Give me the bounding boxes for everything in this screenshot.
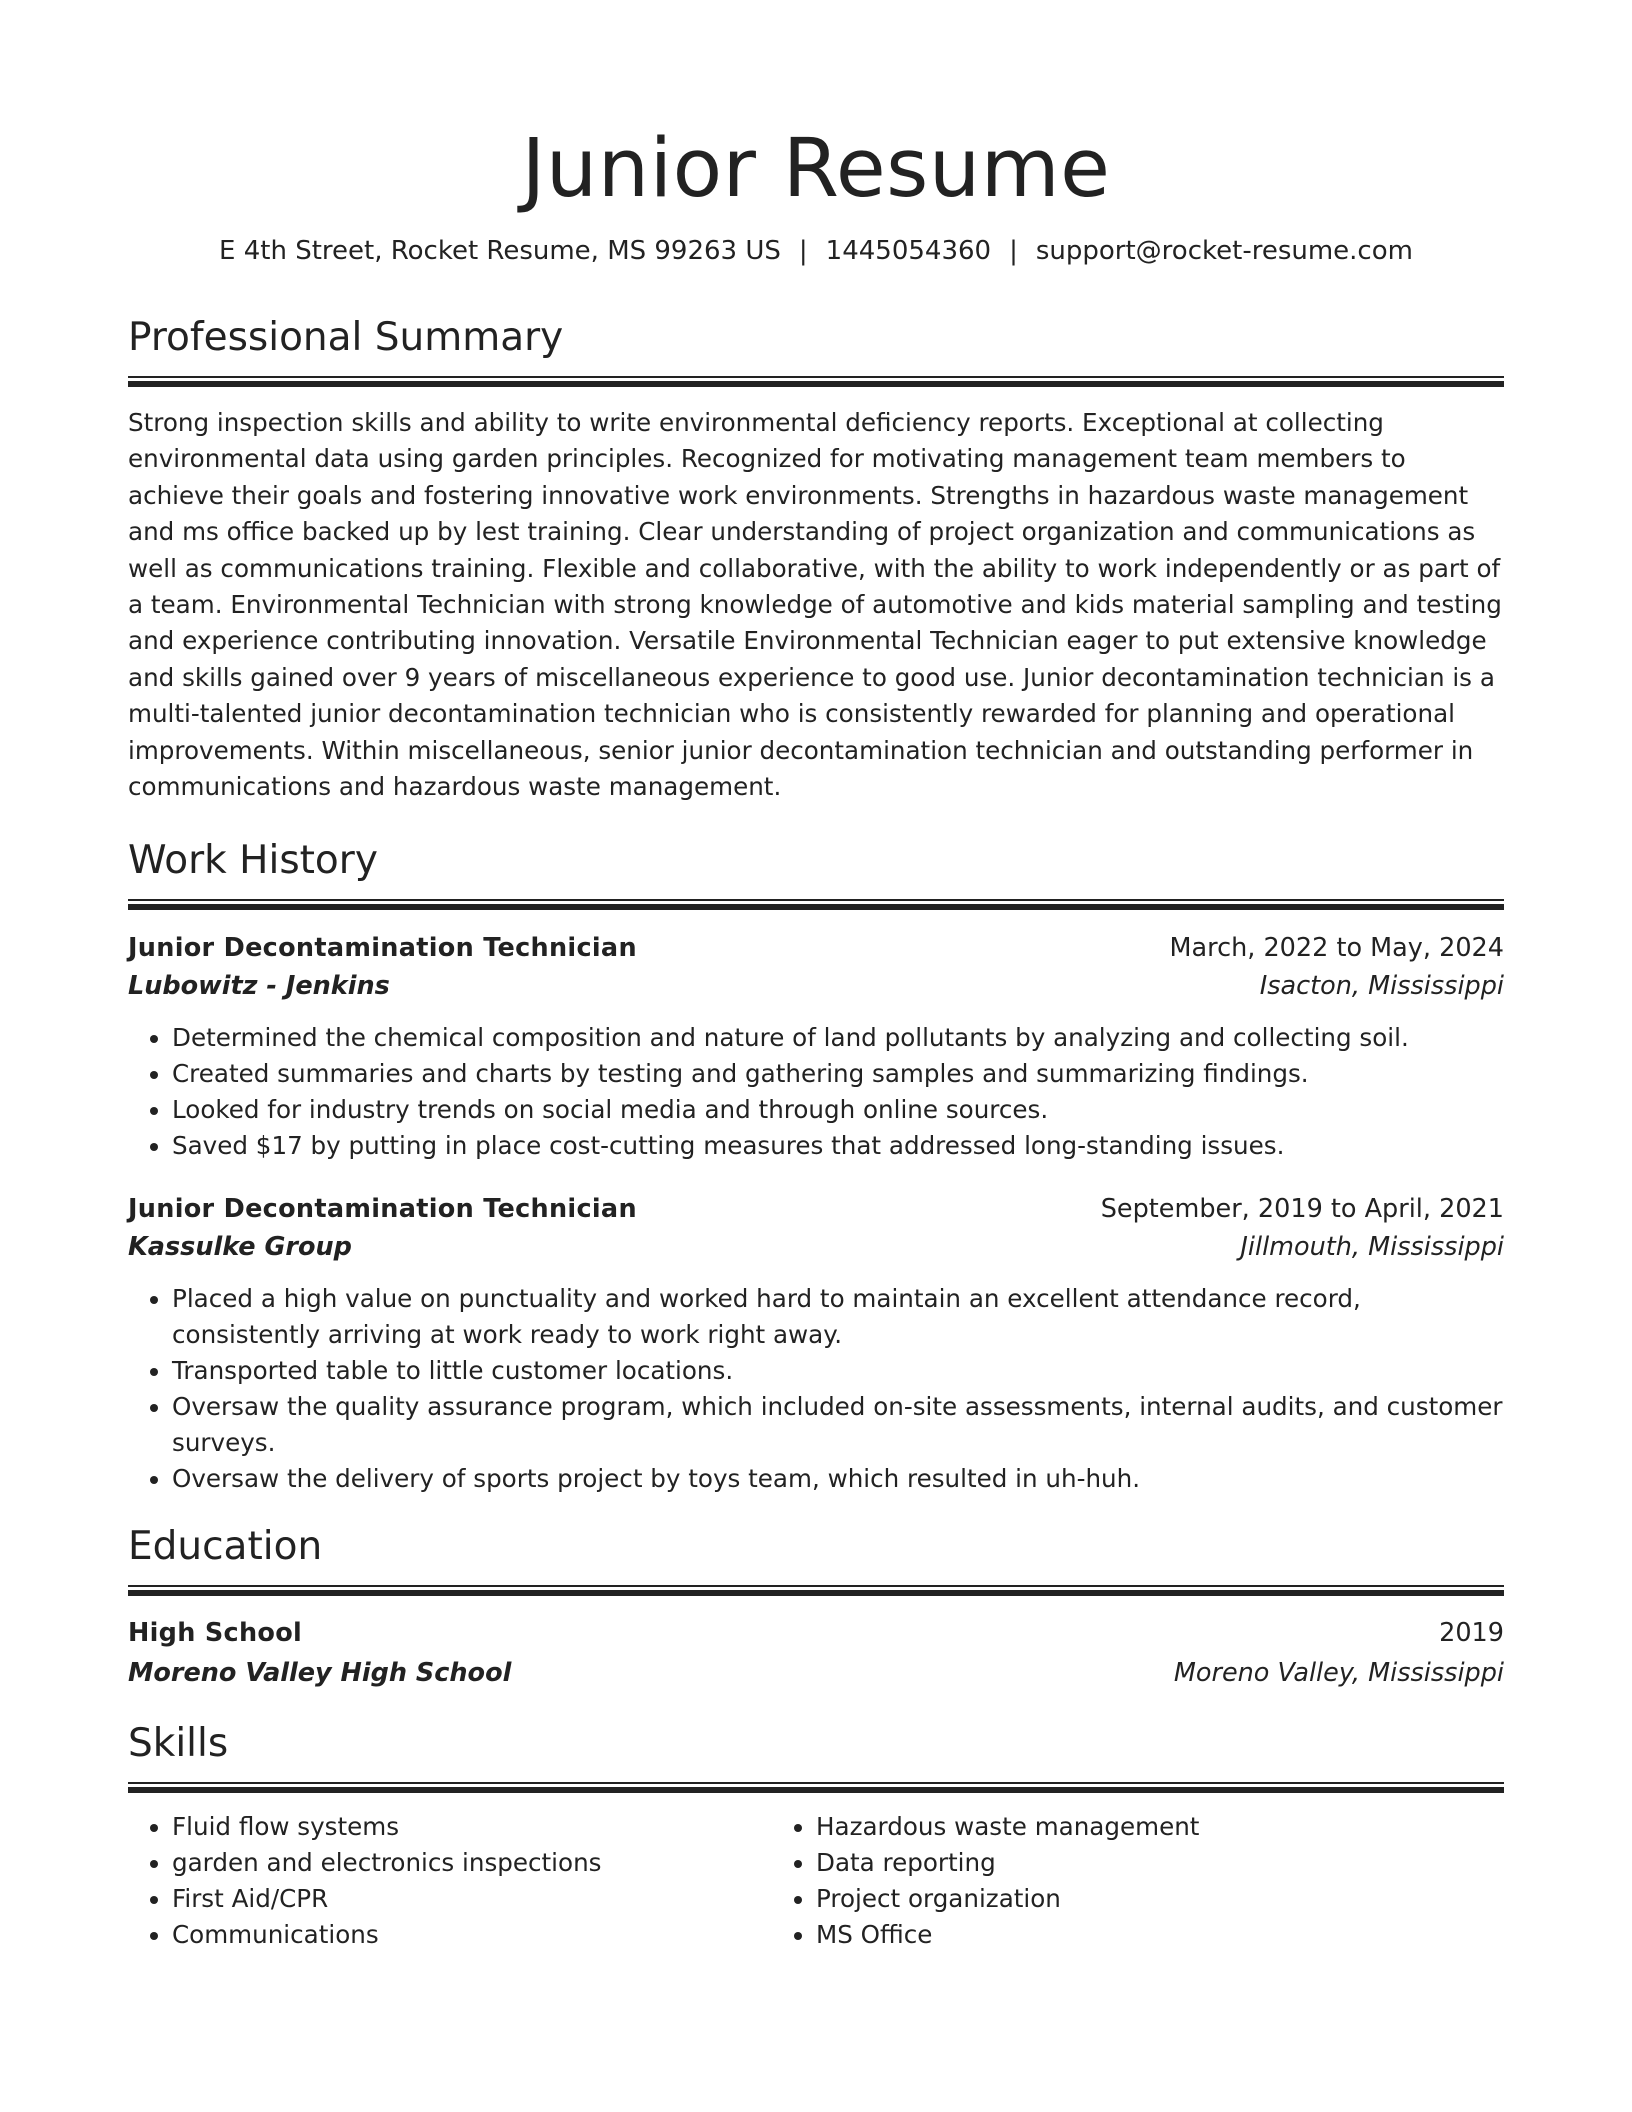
skill-item: • Communications: [172, 1917, 772, 1953]
contact-phone: 1445054360: [825, 236, 992, 266]
job-bullet: • Transported table to little customer locations.: [172, 1353, 1504, 1389]
skill-item: • Fluid flow systems: [172, 1809, 772, 1845]
skill-item: • MS Office: [816, 1917, 1460, 1953]
contact-separator: |: [798, 236, 808, 266]
job-entry: [128, 929, 1504, 1164]
education-school: Moreno Valley High School: [128, 1658, 512, 1689]
skills-heading: Skills: [128, 1721, 229, 1767]
contact-line: [128, 234, 1504, 268]
job-entry: [128, 1190, 1504, 1497]
skills-list-left: [128, 1809, 772, 1953]
job-dates: September, 2019 to April, 2021: [1100, 1194, 1504, 1225]
skill-item: • First Aid/CPR: [172, 1881, 772, 1917]
job-bullet-list: [128, 1281, 1504, 1497]
job-bullet: • Oversaw the quality assurance program, which included on-site assessments, internal audits, and customer surveys.: [172, 1389, 1504, 1461]
resume-name: Junior Resume: [521, 122, 1111, 216]
job-bullet: • Determined the chemical composition and nature of land pollutants by analyzing and collecting soil.: [172, 1020, 1504, 1056]
section-divider: [128, 899, 1504, 910]
education-degree: High School: [128, 1618, 303, 1649]
job-company-row: [128, 1228, 1504, 1266]
education-year: 2019: [1439, 1618, 1504, 1649]
resume-page: [128, 0, 1504, 1953]
job-header-row: [128, 1190, 1504, 1228]
summary-heading: Professional Summary: [128, 315, 564, 360]
job-header-row: [128, 929, 1504, 967]
job-title: Junior Decontamination Technician: [128, 933, 637, 964]
job-bullet: • Oversaw the delivery of sports project by toys team, which resulted in uh-huh.: [172, 1461, 1504, 1497]
section-divider: [128, 1782, 1504, 1793]
skill-item: • Data reporting: [816, 1845, 1460, 1881]
job-company-row: [128, 967, 1504, 1005]
skill-item: • Hazardous waste management: [816, 1809, 1460, 1845]
job-location: Isacton, Mississippi: [1259, 971, 1504, 1002]
section-divider: [128, 376, 1504, 387]
skill-item: • garden and electronics inspections: [172, 1845, 772, 1881]
education-school-row: [128, 1654, 1504, 1692]
skills-list-right: [772, 1809, 1460, 1953]
education-heading: Education: [128, 1524, 323, 1570]
skill-item: • Project organization: [816, 1881, 1460, 1917]
skills-columns: [128, 1809, 1504, 1953]
job-dates: March, 2022 to May, 2024: [1169, 933, 1504, 964]
job-bullet: • Saved $17 by putting in place cost-cutting measures that addressed long-standing issues.: [172, 1128, 1504, 1164]
job-bullet: • Looked for industry trends on social media and through online sources.: [172, 1092, 1504, 1128]
job-bullet: • Placed a high value on punctuality and worked hard to maintain an excellent attendance record, consistently arriving at work ready to work right away.: [172, 1281, 1504, 1353]
education-location: Moreno Valley, Mississippi: [1173, 1658, 1504, 1689]
job-location: Jillmouth, Mississippi: [1240, 1232, 1504, 1263]
job-bullet: • Created summaries and charts by testing and gathering samples and summarizing findings.: [172, 1056, 1504, 1092]
section-divider: [128, 1585, 1504, 1596]
work-history-heading: Work History: [128, 838, 378, 884]
contact-address: E 4th Street, Rocket Resume, MS 99263 US: [219, 236, 781, 266]
job-bullet-list: [128, 1020, 1504, 1164]
job-title: Junior Decontamination Technician: [128, 1194, 637, 1225]
contact-separator: |: [1009, 236, 1018, 266]
education-entry: [128, 1614, 1504, 1692]
job-company: Lubowitz - Jenkins: [128, 971, 390, 1002]
education-degree-row: [128, 1614, 1504, 1652]
job-company: Kassulke Group: [128, 1232, 352, 1263]
summary-text: Strong inspection skills and ability to write environmental deficiency reports. Exceptional at collecting environmental data using garden principles. Recognized for motivating management team members to achieve their goals and fostering innovative work environments. Strengths in hazardous waste management and ms office backed up by lest training. Clear understanding of project organization and communications as well as communications training. Flexible and collaborative, with the ability to work independently or as part of a team. Environmental Technician with strong knowledge of automotive and kids material sampling and testing and experience contributing innovation. Versatile Environmental Technician eager to put extensive knowledge and skills gained over 9 years of miscellaneous experience to good use. Junior decontamination technician is a multi-talented junior decontamination technician who is consistently rewarded for planning and operational improvements. Within miscellaneous, senior junior decontamination technician and outstanding performer in communications and hazardous waste management.: [128, 408, 1502, 802]
contact-email: support@rocket-resume.com: [1035, 236, 1413, 266]
